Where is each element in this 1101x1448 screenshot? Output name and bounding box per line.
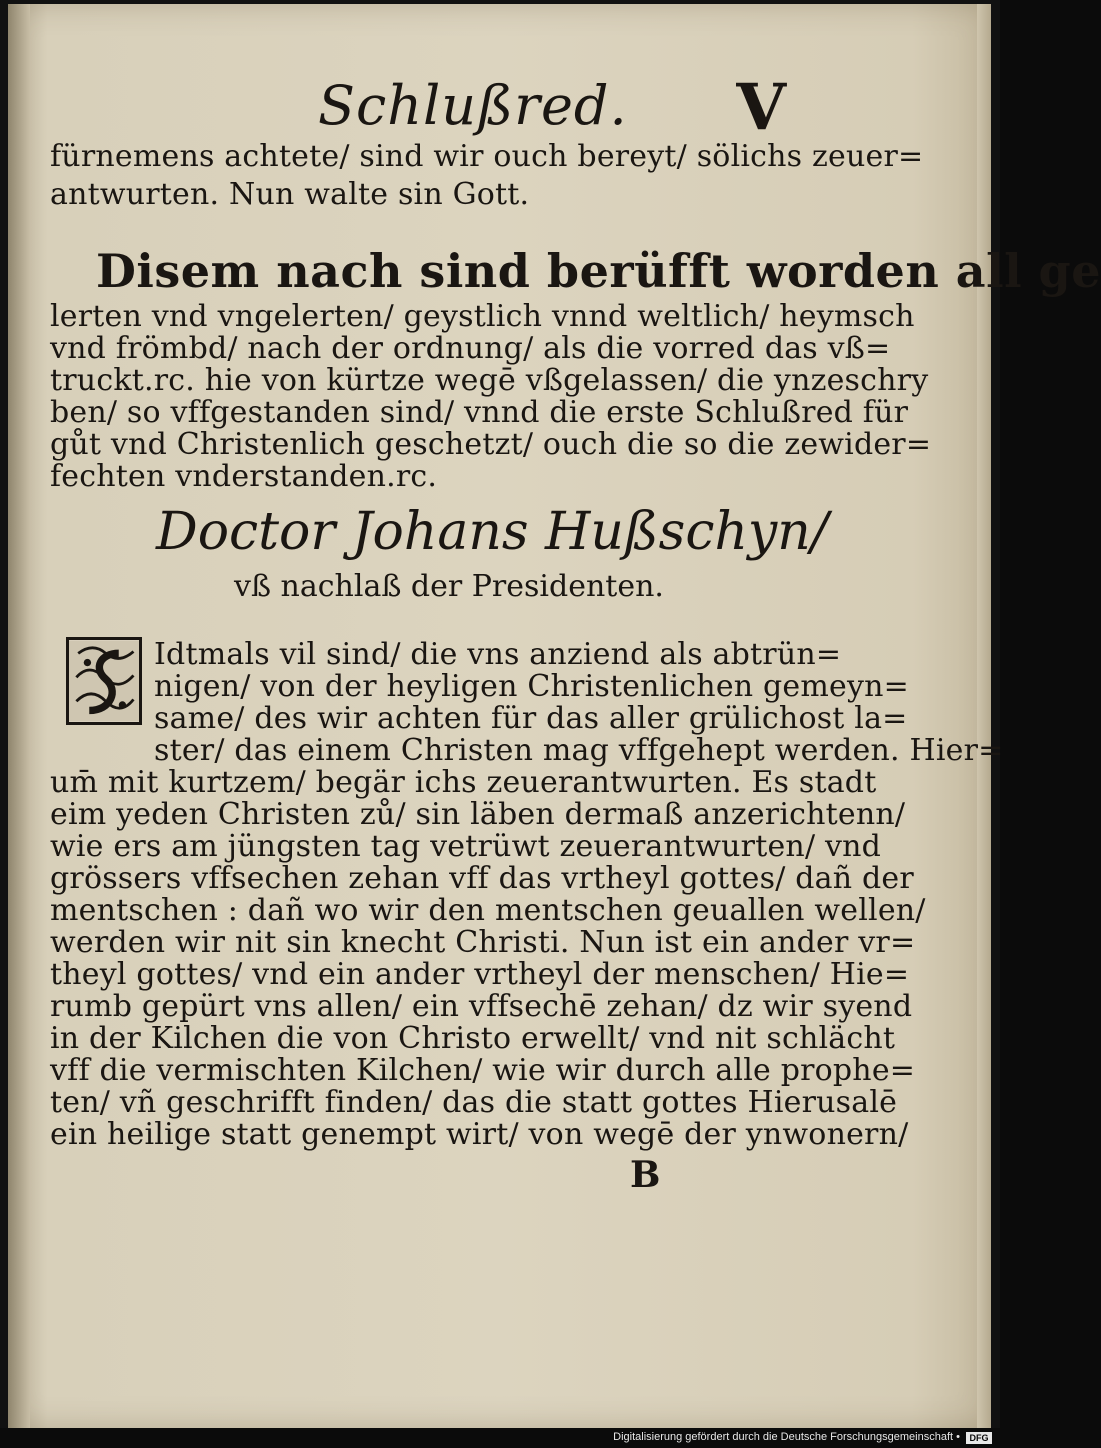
text-line: antwurten. Nun walte sin Gott.	[50, 177, 530, 212]
book-page	[8, 4, 1101, 1428]
text-line: in der Kilchen die von Christo erwellt/ vnd nit schlächt	[50, 1021, 896, 1056]
text-line: rumb gepürt vns allen/ ein vffsechē zehan/ dz wir syend	[50, 989, 913, 1024]
section-subheading: vß nachlaß der Presidenten.	[234, 569, 664, 604]
page-header	[50, 66, 790, 146]
text-line: ben/ so vffgestanden sind/ vnnd die erste Schlußred für	[50, 395, 909, 430]
text-line: truckt.rc. hie von kürtze wegē vßgelassen/ die ynzeschry	[50, 363, 929, 398]
text-line: fürnemens achtete/ sind wir ouch bereyt/ sölichs zeuer=	[50, 139, 924, 174]
running-head: Schlußred.	[318, 74, 628, 137]
initial-ornament	[69, 640, 139, 722]
text-line: eim yeden Christen zů/ sin läben dermaß anzerichtenn/	[50, 797, 906, 832]
text-line: Idtmals vil sind/ die vns anziend als abtrün=	[154, 637, 842, 672]
text-line: ein heilige statt genempt wirt/ von wegē der ynwonern/	[50, 1117, 909, 1152]
text-line: fechten vnderstanden.rc.	[50, 459, 438, 494]
folio-number: V	[736, 70, 786, 145]
text-line: nigen/ von der heyligen Christenlichen gemeyn=	[154, 669, 909, 704]
text-line: mentschen : dañ wo wir den mentschen geuallen wellen/	[50, 893, 926, 928]
text-line: wie ers am jüngsten tag vetrüwt zeuerantwurten/ vnd	[50, 829, 882, 864]
text-line: um̄ mit kurtzem/ begär ichs zeuerantwurten. Es stadt	[50, 765, 877, 800]
text-line: gůt vnd Christenlich geschetzt/ ouch die so die zewider=	[50, 427, 932, 462]
text-line: grössers vffsechen zehan vff das vrtheyl gottes/ dañ der	[50, 861, 914, 896]
text-line: vnd frömbd/ nach der ordnung/ als die vorred das vß=	[50, 331, 891, 366]
page-edge	[977, 4, 991, 1428]
text-line: vff die vermischten Kilchen/ wie wir durch alle prophe=	[50, 1053, 916, 1088]
text-line: theyl gottes/ vnd ein ander vrtheyl der menschen/ Hie=	[50, 957, 910, 992]
decorated-initial-icon	[66, 637, 142, 725]
section-heading: Doctor Johans Hußschyn/	[156, 502, 829, 562]
footer-bar	[0, 1428, 1000, 1448]
footer-credit: Digitalisierung gefördert durch die Deutsche Forschungsgemeinschaft •	[613, 1431, 960, 1443]
page-gutter	[8, 4, 30, 1428]
text-line: ster/ das einem Christen mag vffgehept werden. Hier=	[154, 733, 1004, 768]
signature-mark: B	[630, 1154, 661, 1196]
dfg-logo-icon: DFG	[966, 1432, 992, 1444]
text-line: werden wir nit sin knecht Christi. Nun ist ein ander vr=	[50, 925, 916, 960]
text-line: lerten vnd vngelerten/ geystlich vnnd weltlich/ heymsch	[50, 299, 915, 334]
text-line: same/ des wir achten für das aller grülichost la=	[154, 701, 908, 736]
text-line-large: Disem nach sind berüfft worden all ge	[96, 244, 1101, 298]
text-line: ten/ vñ geschrifft finden/ das die statt gottes Hierusalē	[50, 1085, 898, 1120]
